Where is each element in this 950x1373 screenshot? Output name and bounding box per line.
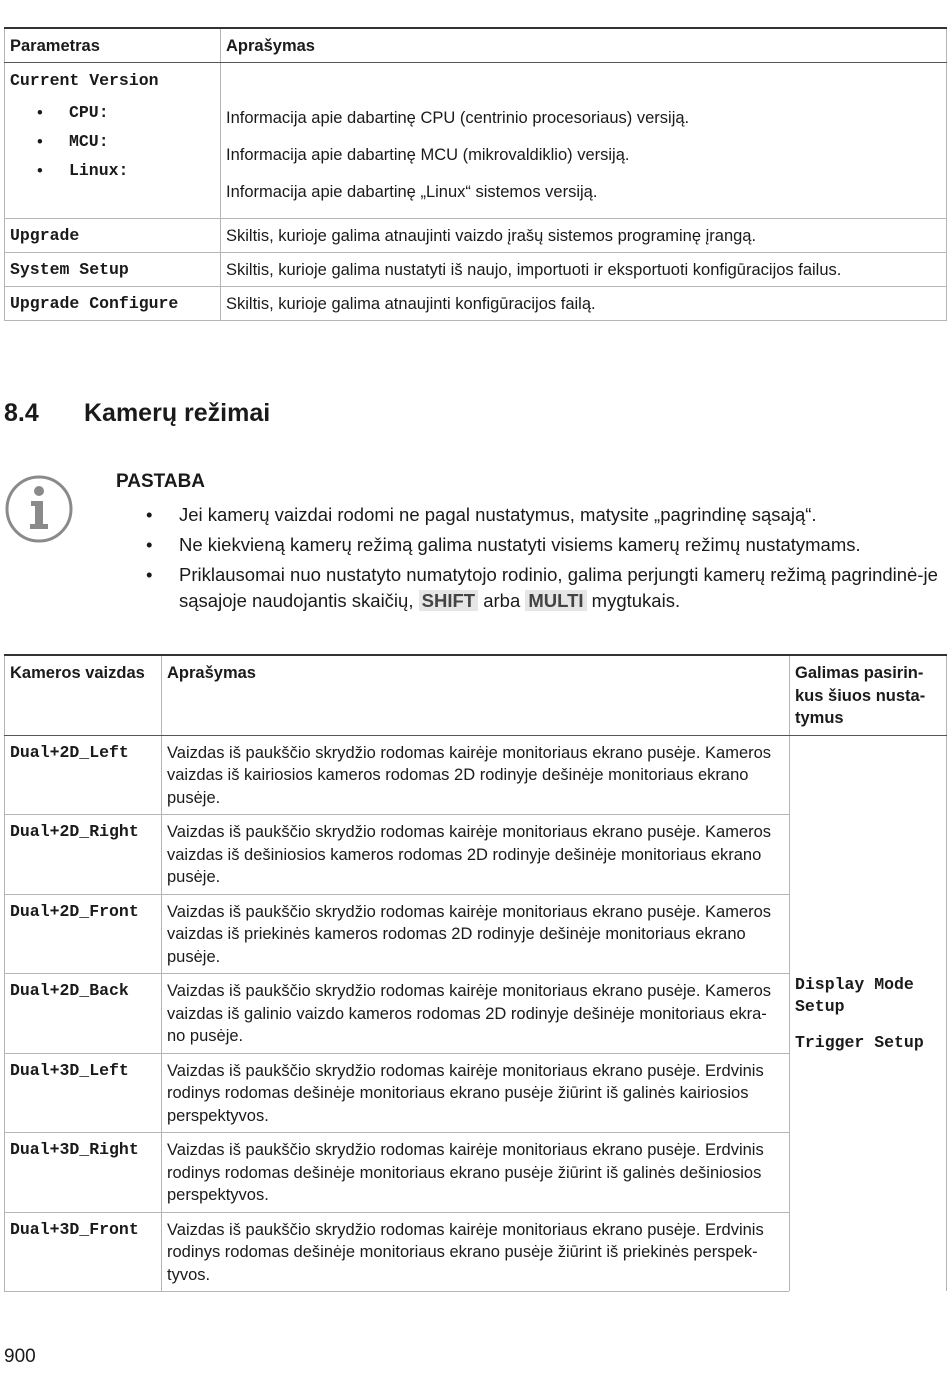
mode-cell: Dual+3D_Right [5, 1133, 162, 1213]
section-number: 8.4 [4, 399, 39, 427]
header-description: Aprašymas [162, 655, 790, 735]
desc-cell: Skiltis, kurioje galima atnaujinti konfigūracijos failą. [221, 287, 947, 321]
table-row [5, 63, 947, 219]
desc-cell: Vaizdas iš paukščio skrydžio rodomas kairėje monitoriaus ekrano pusėje. Erdvinis rodinys rodomas dešinėje monitoriaus ekrano pusėje žiūrint iš galinės kairiosios perspektyvos. [162, 1053, 790, 1133]
note-text: mygtukais. [586, 590, 681, 611]
setting-display-mode: Display Mode Setup [795, 974, 914, 1016]
desc-cell: Vaizdas iš paukščio skrydžio rodomas kairėje monitoriaus ekrano pusėje. Kameros vaizdas iš priekinės kameros rodomas 2D rodinyje dešinėje monitoriaus ekrano pusėje. [162, 894, 790, 974]
mode-cell: Dual+2D_Left [5, 735, 162, 815]
section-heading [4, 399, 270, 428]
note-list [146, 502, 946, 618]
list-item: • MCU: [10, 131, 215, 160]
param-cell: Upgrade [5, 219, 221, 253]
current-version-label: Current Version [10, 71, 159, 90]
header-parameter: Parametras [5, 28, 221, 63]
header-camera-view: Kameros vaizdas [5, 655, 162, 735]
mode-cell: Dual+2D_Back [5, 974, 162, 1054]
mode-cell: Dual+3D_Front [5, 1212, 162, 1292]
setting-trigger: Trigger Setup [795, 1032, 924, 1052]
desc-cell: Vaizdas iš paukščio skrydžio rodomas kairėje monitoriaus ekrano pusėje. Kameros vaizdas iš kairiosios kameros rodomas 2D rodinyje dešinėje monitoriaus ekrano pusėje. [162, 735, 790, 815]
desc-cell: Vaizdas iš paukščio skrydžio rodomas kairėje monitoriaus ekrano pusėje. Kameros vaizdas iš dešiniosios kameros rodomas 2D rodinyje dešinėje monitoriaus ekrano pusėje. [162, 815, 790, 895]
cpu-desc: Informacija apie dabartinę CPU (centrinio procesoriaus) versiją. [226, 109, 690, 127]
available-settings-cell [790, 735, 947, 1292]
desc-cell: Vaizdas iš paukščio skrydžio rodomas kairėje monitoriaus ekrano pusėje. Kameros vaizdas iš galinio vaizdo kameros rodomas 2D rodinyje dešinėje monitoriaus ekra-no pusėje. [162, 974, 790, 1054]
list-item: • CPU: [10, 102, 215, 131]
note-title: PASTABA [116, 471, 206, 492]
desc-cell: Skiltis, kurioje galima atnaujinti vaizdo įrašų sistemos programinę įrangą. [221, 219, 947, 253]
param-cell: System Setup [5, 253, 221, 287]
mcu-desc: Informacija apie dabartinę MCU (mikrovaldiklio) versiją. [226, 146, 630, 164]
param-cell: Upgrade Configure [5, 287, 221, 321]
desc-cell: Vaizdas iš paukščio skrydžio rodomas kairėje monitoriaus ekrano pusėje. Erdvinis rodinys rodomas dešinėje monitoriaus ekrano pusėje žiūrint iš priekinės perspek-tyvos. [162, 1212, 790, 1292]
mode-cell: Dual+3D_Left [5, 1053, 162, 1133]
mode-cell: Dual+2D_Front [5, 894, 162, 974]
note-text: Priklausomai nuo nustatyto numatytojo rodinio, galima perjungti kamerų režimą pagrindinė-je sąsajoje naudojantis skaičių, [179, 564, 938, 611]
table-row [5, 219, 947, 253]
desc-cell: Vaizdas iš paukščio skrydžio rodomas kairėje monitoriaus ekrano pusėje. Erdvinis rodinys rodomas dešinėje monitoriaus ekrano pusėje žiūrint iš galinės dešiniosios perspektyvos. [162, 1133, 790, 1213]
table-row [5, 735, 947, 815]
current-version-desc-cell [221, 63, 947, 219]
list-item [146, 562, 946, 614]
list-item: • Ne kiekvieną kamerų režimą galima nustatyti visiems kamerų režimų nustatymams. [146, 532, 946, 558]
info-icon [4, 474, 74, 544]
section-title: Kamerų režimai [84, 399, 271, 427]
mode-cell: Dual+2D_Right [5, 815, 162, 895]
list-item: • Linux: [10, 160, 215, 189]
linux-desc: Informacija apie dabartinę „Linux“ sistemos versiją. [226, 183, 598, 201]
table-row [5, 253, 947, 287]
header-description: Aprašymas [221, 28, 947, 63]
current-version-cell [5, 63, 221, 219]
page-number: 900 [4, 1346, 36, 1367]
shift-key-label: SHIFT [419, 590, 478, 611]
parameters-table [4, 27, 947, 321]
camera-modes-table [4, 654, 947, 1292]
multi-key-label: MULTI [525, 590, 586, 611]
note-text: arba [478, 590, 526, 611]
desc-cell: Skiltis, kurioje galima nustatyti iš naujo, importuoti ir eksportuoti konfigūracijos failus. [221, 253, 947, 287]
list-item: • Jei kamerų vaizdai rodomi ne pagal nustatymus, matysite „pagrindinę sąsają“. [146, 502, 946, 528]
table-row [5, 287, 947, 321]
header-available-settings: Galimas pasirin-kus šiuos nusta-tymus [790, 655, 947, 735]
